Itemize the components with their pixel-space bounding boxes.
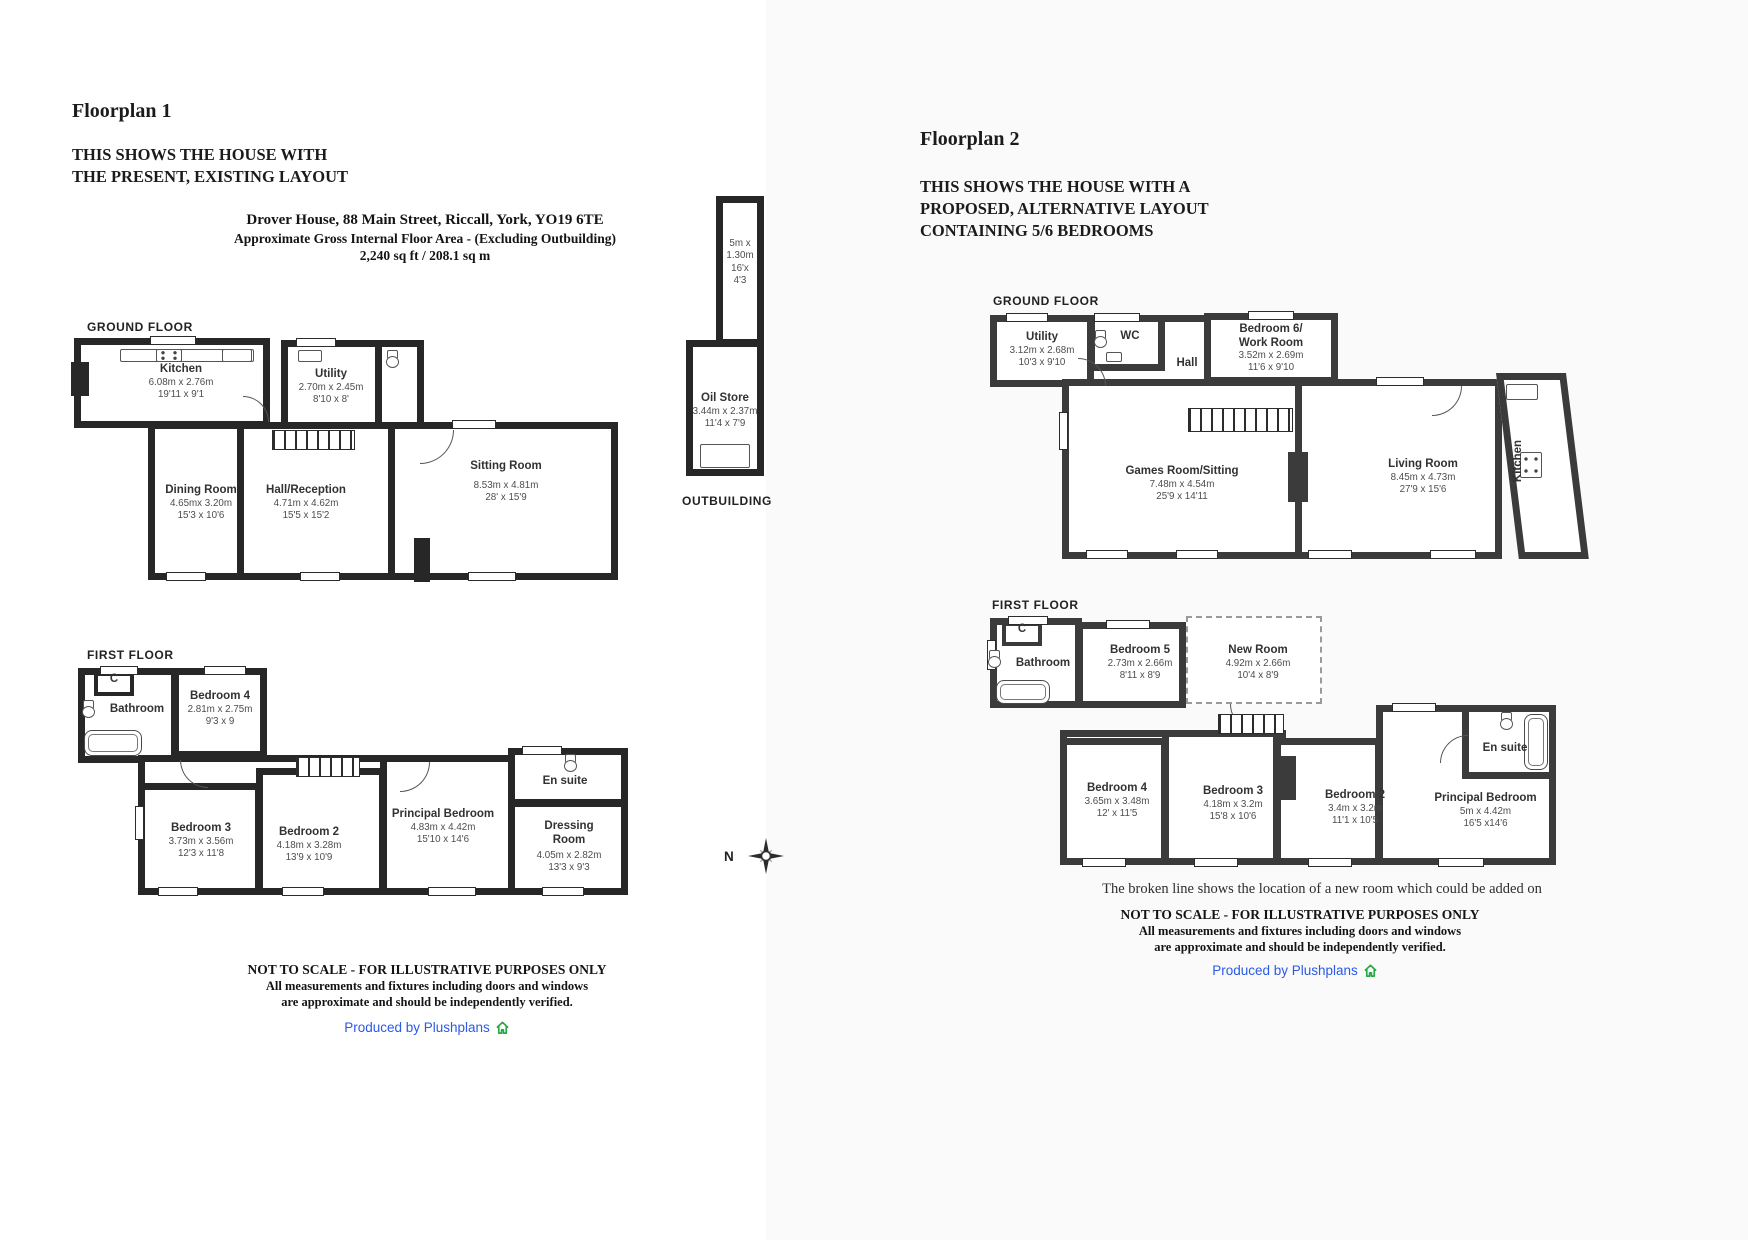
room-label-oil-store: Oil Store 3.44m x 2.37m 11'4 x 7'9: [692, 392, 758, 429]
window: [1308, 550, 1352, 559]
fp2-disclaimer: NOT TO SCALE - FOR ILLUSTRATIVE PURPOSES ONLY All measurements and fixtures including doors and windows are approximate and should be independently verified.: [1120, 907, 1480, 954]
fp2-ground-floor-label: GROUND FLOOR: [993, 294, 1099, 308]
toilet-icon: [1500, 712, 1513, 730]
room-label-bedroom6: Bedroom 6/ Work Room 3.52m x 2.69m 11'6 x 9'10: [1238, 323, 1304, 374]
outbuilding-door: [700, 444, 750, 468]
room-label-bedroom2: Bedroom 2 3.4m x 3.2m 11'1 x 10'5: [1324, 789, 1386, 826]
toilet-icon: [988, 650, 1001, 668]
room-label-utility: Utility 3.12m x 2.68m 10'3 x 9'10: [1009, 331, 1075, 368]
bathtub-icon: [84, 730, 142, 756]
room-label-bathroom: Bathroom: [109, 703, 165, 715]
room-label-dressing: Dressing Room 4.05m x 2.82m 13'3 x 9'3: [536, 820, 602, 874]
room-label-bedroom2: Bedroom 2 4.18m x 3.28m 13'9 x 10'9: [276, 826, 342, 863]
closet-label: C: [109, 673, 119, 685]
window: [1308, 858, 1352, 867]
window: [1376, 377, 1424, 386]
compass: [724, 834, 790, 878]
window: [1194, 858, 1238, 867]
stove-icon: [156, 349, 182, 362]
window: [300, 572, 340, 581]
room-label-games: Games Room/Sitting 7.48m x 4.54m 25'9 x 14'11: [1125, 465, 1239, 502]
window: [1106, 620, 1150, 629]
window: [1059, 412, 1068, 450]
fp2-first-floor-label: FIRST FLOOR: [992, 598, 1079, 612]
stairs: [272, 430, 355, 450]
room-label-new-room: New Room 4.92m x 2.66m 10'4 x 8'9: [1225, 644, 1291, 681]
outbuilding-label: OUTBUILDING: [682, 494, 772, 508]
toilet-icon: [564, 754, 577, 772]
sink-icon: [222, 349, 252, 362]
floorplan1-address-block: [200, 210, 650, 264]
stairs: [1188, 408, 1293, 432]
room-label-hall: Hall: [1176, 357, 1198, 369]
room-label-kitchen: Kitchen 6.08m x 2.76m 19'11 x 9'1: [148, 363, 214, 400]
bathtub-icon: [996, 680, 1050, 704]
window: [158, 887, 198, 896]
fp1-ground-floor-label: GROUND FLOOR: [87, 320, 193, 334]
window: [166, 572, 206, 581]
room-label-wc: WC: [1120, 330, 1140, 342]
compass-rose-icon: [738, 834, 790, 878]
stairs: [1218, 714, 1284, 734]
room-label-kitchen: Kitchen: [1512, 439, 1524, 483]
sink-icon: [1506, 384, 1538, 400]
window: [522, 746, 562, 755]
toilet-icon: [386, 350, 399, 368]
fp2-credit-link[interactable]: [1145, 963, 1445, 978]
window: [296, 338, 336, 347]
outbuilding-store-dims: 5m x 1.30m 16'x 4'3: [726, 238, 754, 286]
fp2-note: The broken line shows the location of a new room which could be added on: [1102, 881, 1542, 897]
room-shower: [375, 340, 424, 429]
floorplan2-subtitle: THIS SHOWS THE HOUSE WITH A PROPOSED, ALTERNATIVE LAYOUT CONTAINING 5/6 BEDROOMS: [920, 177, 1209, 240]
room-label-ensuite: En suite: [542, 775, 588, 787]
floor-area-label: Approximate Gross Internal Floor Area - (Excluding Outbuilding): [234, 231, 616, 246]
window: [428, 887, 476, 896]
appliance-icon: [298, 350, 322, 362]
plushplans-logo-icon: [1363, 964, 1378, 978]
fp1-credit-text[interactable]: Produced by Plushplans: [344, 1020, 490, 1035]
fp1-credit-link[interactable]: [277, 1020, 577, 1035]
plushplans-logo-icon: [495, 1021, 510, 1035]
window: [135, 806, 144, 840]
window: [204, 666, 246, 675]
window: [1094, 313, 1140, 322]
fp2-credit-text[interactable]: Produced by Plushplans: [1212, 963, 1358, 978]
room-label-hall: Hall/Reception 4.71m x 4.62m 15'5 x 15'2: [266, 484, 346, 521]
room-label-bedroom3: Bedroom 3 3.73m x 3.56m 12'3 x 11'8: [168, 822, 234, 859]
window: [1086, 550, 1128, 559]
sink-icon: [1106, 352, 1122, 362]
room-label-principal-bedroom: Principal Bedroom 5m x 4.42m 16'5 x14'6: [1434, 792, 1537, 829]
chimney-breast: [414, 538, 430, 582]
floorplan2-title: Floorplan 2: [920, 128, 1020, 150]
toilet-icon: [82, 700, 95, 718]
floor-area-value: 2,240 sq ft / 208.1 sq m: [359, 248, 491, 263]
floorplan1-title: Floorplan 1: [72, 100, 172, 122]
window: [150, 336, 196, 345]
chimney-breast: [1288, 452, 1308, 502]
window: [452, 420, 496, 429]
room-label-bedroom4: Bedroom 4 3.65m x 3.48m 12' x 11'5: [1084, 782, 1150, 819]
closet-label: C: [1017, 623, 1027, 635]
stairs: [296, 757, 360, 777]
window: [542, 887, 584, 896]
property-address: Drover House, 88 Main Street, Riccall, York, YO19 6TE: [246, 212, 604, 228]
compass-north-label: N: [724, 848, 734, 864]
room-label-utility: Utility 2.70m x 2.45m 8'10 x 8': [298, 368, 364, 405]
room-label-sitting: Sitting Room 8.53m x 4.81m 28' x 15'9: [470, 460, 542, 503]
floorplan1-subtitle: [72, 144, 348, 188]
window: [1438, 858, 1484, 867]
fp1-disclaimer: NOT TO SCALE - FOR ILLUSTRATIVE PURPOSES ONLY All measurements and fixtures including doors and windows are approximate and should be independently verified.: [247, 962, 607, 1009]
room-label-bathroom: Bathroom: [1015, 657, 1071, 669]
room-label-bedroom5: Bedroom 5 2.73m x 2.66m 8'11 x 8'9: [1107, 644, 1173, 681]
room-label-dining: Dining Room 4.65mx 3.20m 15'3 x 10'6: [165, 484, 237, 521]
window: [1082, 858, 1126, 867]
window: [468, 572, 516, 581]
fp1-first-floor-label: FIRST FLOOR: [87, 648, 174, 662]
window: [1176, 550, 1218, 559]
window: [1430, 550, 1476, 559]
room-label-bedroom3: Bedroom 3 4.18m x 3.2m 15'8 x 10'6: [1202, 785, 1264, 822]
window: [1248, 311, 1294, 320]
room-label-bedroom4: Bedroom 4 2.81m x 2.75m 9'3 x 9: [187, 690, 253, 727]
window: [282, 887, 324, 896]
floorplan1-subtitle-line1: THIS SHOWS THE HOUSE WITH: [72, 145, 328, 164]
toilet-icon: [1094, 330, 1107, 348]
room-label-ensuite: En suite: [1482, 742, 1528, 754]
window: [1392, 703, 1436, 712]
room-label-living: Living Room 8.45m x 4.73m 27'9 x 15'6: [1388, 458, 1458, 495]
chimney-breast: [71, 362, 89, 396]
floorplan1-subtitle-line2: THE PRESENT, EXISTING LAYOUT: [72, 167, 348, 186]
window: [1006, 313, 1048, 322]
room-label-principal-bedroom: Principal Bedroom 4.83m x 4.42m 15'10 x 14'6: [391, 808, 495, 845]
